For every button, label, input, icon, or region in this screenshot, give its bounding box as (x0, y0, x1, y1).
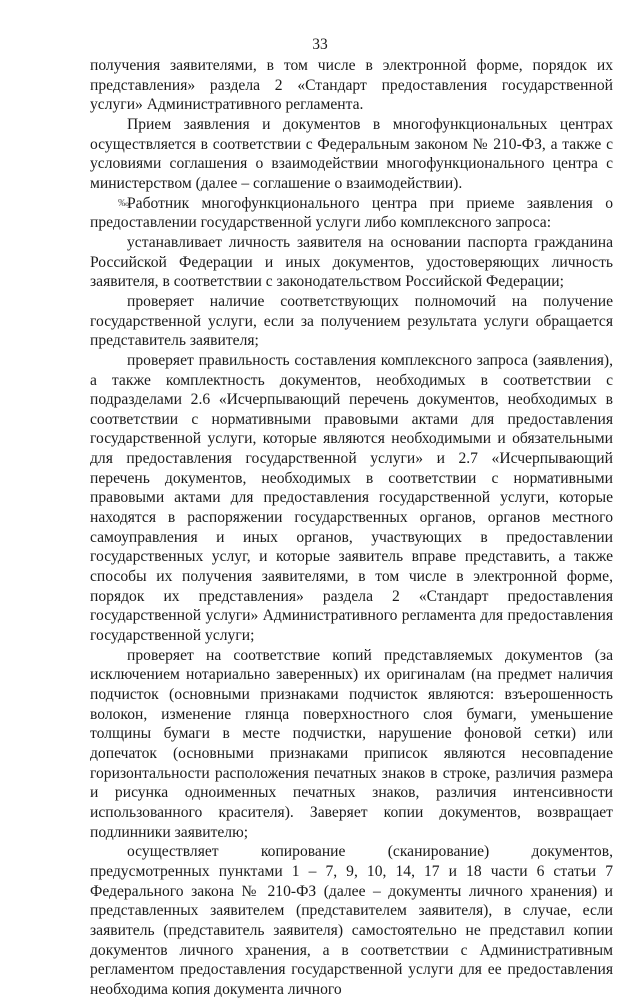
paragraph: Прием заявления и документов в многофункциональных центрах осуществляется в соответствии с Федеральным законом № 210-ФЗ, а также с условиями соглашения о взаимодействии многофункционального центра с министерством (далее – соглашение о взаимодействии). (90, 115, 613, 192)
paragraph: получения заявителями, в том числе в электронной форме, порядок их представления» раздела 2 «Стандарт предоставления государственной услуги» Административного регламента. (90, 57, 613, 114)
page-number: 33 (312, 36, 328, 53)
paragraph-text: Работник многофункционального центра при приеме заявления о предоставлении государственной услуги либо комплексного запроса: (90, 194, 613, 232)
paragraph-with-mark (90, 194, 613, 233)
paragraph: устанавливает личность заявителя на основании паспорта гражданина Российской Федерации и иных документов, удостоверяющих личность заявителя, в соответствии с законодательством Российской Федерации; (90, 233, 613, 291)
paragraph: проверяет правильность составления комплексного запроса (заявления), а также комплектность документов, необходимых в соответствии с подразделами 2.6 «Исчерпывающий перечень документов, необходимых в соответствии с нормативными правовыми актами для предоставления государственной услуги, которые являются необходимыми и обязательными для предоставления государственной услуги» и 2.7 «Исчерпывающий перечень документов, необходимых в соответствии с нормативными правовыми актами для предоставления государственной услуги, которые находятся в распоряжении государственных органов, органов местного самоуправления и иных органов, участвующих в предоставлении государственных услуг, и которые заявитель вправе представить, а также способы их получения заявителями, в том числе в электронной форме, порядок их представления» раздела 2 «Стандарт предоставления государственной услуги» Административного регламента для предоставления государственной услуги; (90, 351, 613, 645)
margin-mark: ‰ (118, 196, 129, 209)
paragraph: проверяет на соответствие копий представляемых документов (за исключением нотариально заверенных) их оригиналам (на предмет наличия подчисток (основными признаками подчисток являются: взъерошенность волокон, изменение глянца поверхностного слоя бумаги, уменьшение толщины бумаги в месте подчистки, нарушение фоновой сетки) или допечаток (основными признаками приписок являются несовпадение горизонтальности расположения печатных знаков в строке, различия размера и рисунка одноименных печатных знаков, различия интенсивности использованного красителя). Заверяет копии документов, возвращает подлинники заявителю; (90, 646, 613, 841)
document-body (90, 56, 613, 1000)
paragraph: осуществляет копирование (сканирование) документов, предусмотренных пунктами 1 – 7, 9, 10, 14, 17 и 18 части 6 статьи 7 Федерального закона № 210-ФЗ (далее – документы личного хранения) и представленных заявителем (представителем заявителя), в случае, если заявитель (представитель заявителя) самостоятельно не представил копии документов личного хранения, а в соответствии с Административным регламентом предоставления государственной услуги для ее предоставления необходима копия документа личного (90, 843, 613, 998)
paragraph: проверяет наличие соответствующих полномочий на получение государственной услуги, если за получением результата услуги обращается представитель заявителя; (90, 292, 613, 350)
